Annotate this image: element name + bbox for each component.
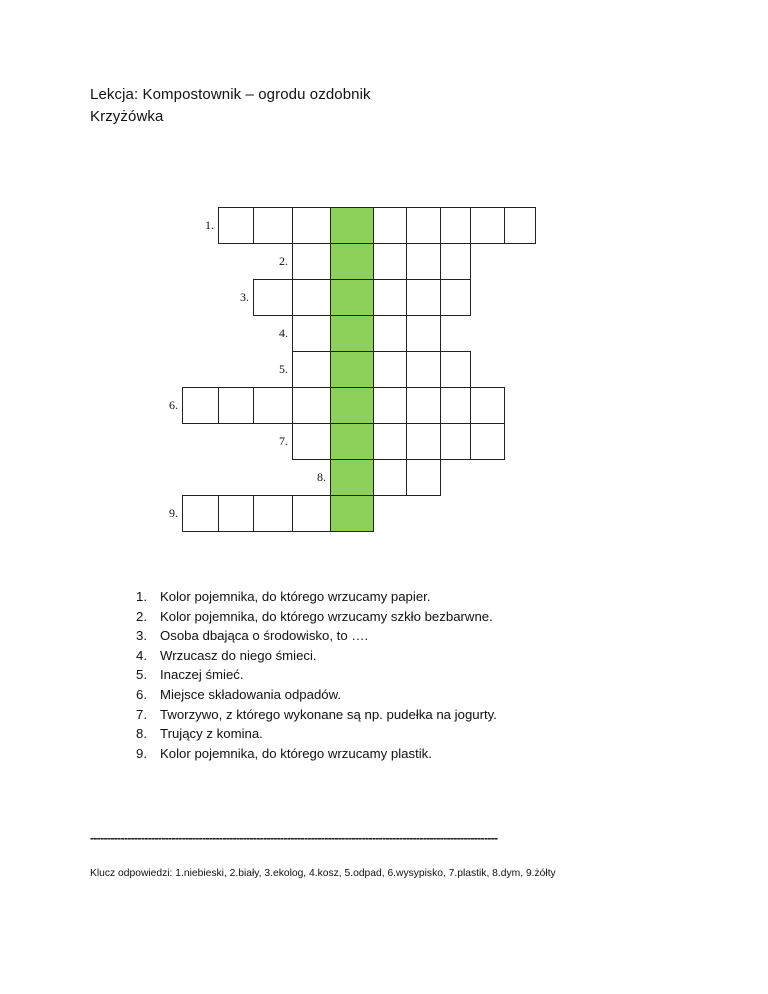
clue-text: Inaczej śmieć. — [160, 667, 244, 683]
letter-cell[interactable] — [470, 423, 505, 460]
row-number: 6. — [169, 398, 178, 412]
letter-cell[interactable] — [470, 387, 505, 424]
clue-number: 4. — [136, 647, 147, 663]
keyword-cell[interactable] — [330, 459, 374, 496]
crossword-heading: Krzyżówka — [90, 108, 164, 125]
letter-cell[interactable] — [292, 243, 331, 280]
keyword-cell[interactable] — [330, 279, 374, 316]
letter-cell[interactable] — [373, 387, 407, 424]
letter-cell[interactable] — [218, 387, 254, 424]
clue-text: Tworzywo, z którego wykonane są np. pudełka na jogurty. — [160, 706, 497, 722]
letter-cell[interactable] — [406, 207, 441, 244]
clue-number: 6. — [136, 686, 147, 702]
clue-number: 7. — [136, 706, 147, 722]
clue-text: Kolor pojemnika, do którego wrzucamy plastik. — [160, 745, 432, 761]
letter-cell[interactable] — [440, 387, 471, 424]
letter-cell[interactable] — [373, 315, 407, 352]
keyword-cell[interactable] — [330, 243, 374, 280]
row-number: 2. — [279, 254, 288, 268]
keyword-cell[interactable] — [330, 207, 374, 244]
letter-cell[interactable] — [373, 207, 407, 244]
answer-key: Klucz odpowiedzi: 1.niebieski, 2.biały, 3.ekolog, 4.kosz, 5.odpad, 6.wysypisko, 7.plastik, 8.dym, 9.żółty — [90, 868, 556, 879]
clue-item — [136, 626, 497, 646]
letter-cell[interactable] — [373, 459, 407, 496]
clue-number: 2. — [136, 608, 147, 624]
clue-text: Kolor pojemnika, do którego wrzucamy papier. — [160, 589, 431, 604]
clue-text: Osoba dbająca o środowisko, to …. — [160, 628, 369, 644]
clue-item — [136, 665, 497, 685]
letter-cell[interactable] — [218, 207, 254, 244]
letter-cell[interactable] — [373, 351, 407, 388]
letter-cell[interactable] — [292, 351, 331, 388]
clue-item — [136, 705, 497, 725]
clue-number: 9. — [136, 745, 147, 761]
clue-item — [136, 587, 497, 607]
letter-cell[interactable] — [253, 279, 293, 316]
keyword-cell[interactable] — [330, 495, 374, 532]
clue-item — [136, 607, 497, 627]
letter-cell[interactable] — [504, 207, 536, 244]
clue-number: 5. — [136, 667, 147, 683]
keyword-cell[interactable] — [330, 423, 374, 460]
row-number: 9. — [169, 506, 178, 520]
clue-text: Miejsce składowania odpadów. — [160, 686, 342, 702]
letter-cell[interactable] — [406, 279, 441, 316]
separator-line: ------------------------------------------------------------------------------------------------------------------------ — [90, 834, 498, 842]
letter-cell[interactable] — [292, 279, 331, 316]
letter-cell[interactable] — [440, 279, 471, 316]
letter-cell[interactable] — [292, 495, 331, 532]
letter-cell[interactable] — [440, 351, 471, 388]
clue-text: Kolor pojemnika, do którego wrzucamy szkło bezbarwne. — [160, 608, 493, 624]
row-number: 4. — [279, 326, 288, 340]
letter-cell[interactable] — [470, 207, 505, 244]
keyword-cell[interactable] — [330, 315, 374, 352]
letter-cell[interactable] — [253, 495, 293, 532]
letter-cell[interactable] — [406, 459, 441, 496]
clue-item — [136, 744, 497, 764]
clue-item — [136, 724, 497, 744]
keyword-cell[interactable] — [330, 351, 374, 388]
clue-item — [136, 685, 497, 705]
letter-cell[interactable] — [218, 495, 254, 532]
letter-cell[interactable] — [253, 387, 293, 424]
letter-cell[interactable] — [440, 423, 471, 460]
clue-text: Trujący z komina. — [160, 726, 263, 742]
row-number: 5. — [279, 362, 288, 376]
row-number: 1. — [205, 218, 214, 232]
letter-cell[interactable] — [373, 279, 407, 316]
letter-cell[interactable] — [253, 207, 293, 244]
letter-cell[interactable] — [292, 207, 331, 244]
letter-cell[interactable] — [292, 315, 331, 352]
clue-text: Wrzucasz do niego śmieci. — [160, 647, 317, 663]
row-number: 3. — [240, 290, 249, 304]
row-number: 8. — [317, 470, 326, 484]
row-number: 7. — [279, 434, 288, 448]
clue-number: 8. — [136, 726, 147, 742]
lesson-title: Lekcja: Kompostownik – ogrodu ozdobnik — [90, 86, 371, 103]
letter-cell[interactable] — [440, 207, 471, 244]
letter-cell[interactable] — [182, 495, 219, 532]
letter-cell[interactable] — [406, 243, 441, 280]
keyword-cell[interactable] — [330, 387, 374, 424]
clue-number: 1. — [136, 589, 147, 604]
letter-cell[interactable] — [406, 351, 441, 388]
clue-number: 3. — [136, 628, 147, 644]
letter-cell[interactable] — [373, 423, 407, 460]
letter-cell[interactable] — [373, 243, 407, 280]
letter-cell[interactable] — [406, 315, 441, 352]
letter-cell[interactable] — [292, 387, 331, 424]
letter-cell[interactable] — [406, 387, 441, 424]
letter-cell[interactable] — [182, 387, 219, 424]
letter-cell[interactable] — [406, 423, 441, 460]
letter-cell[interactable] — [292, 423, 331, 460]
clue-item — [136, 646, 497, 666]
letter-cell[interactable] — [440, 243, 471, 280]
clue-list — [136, 587, 497, 763]
